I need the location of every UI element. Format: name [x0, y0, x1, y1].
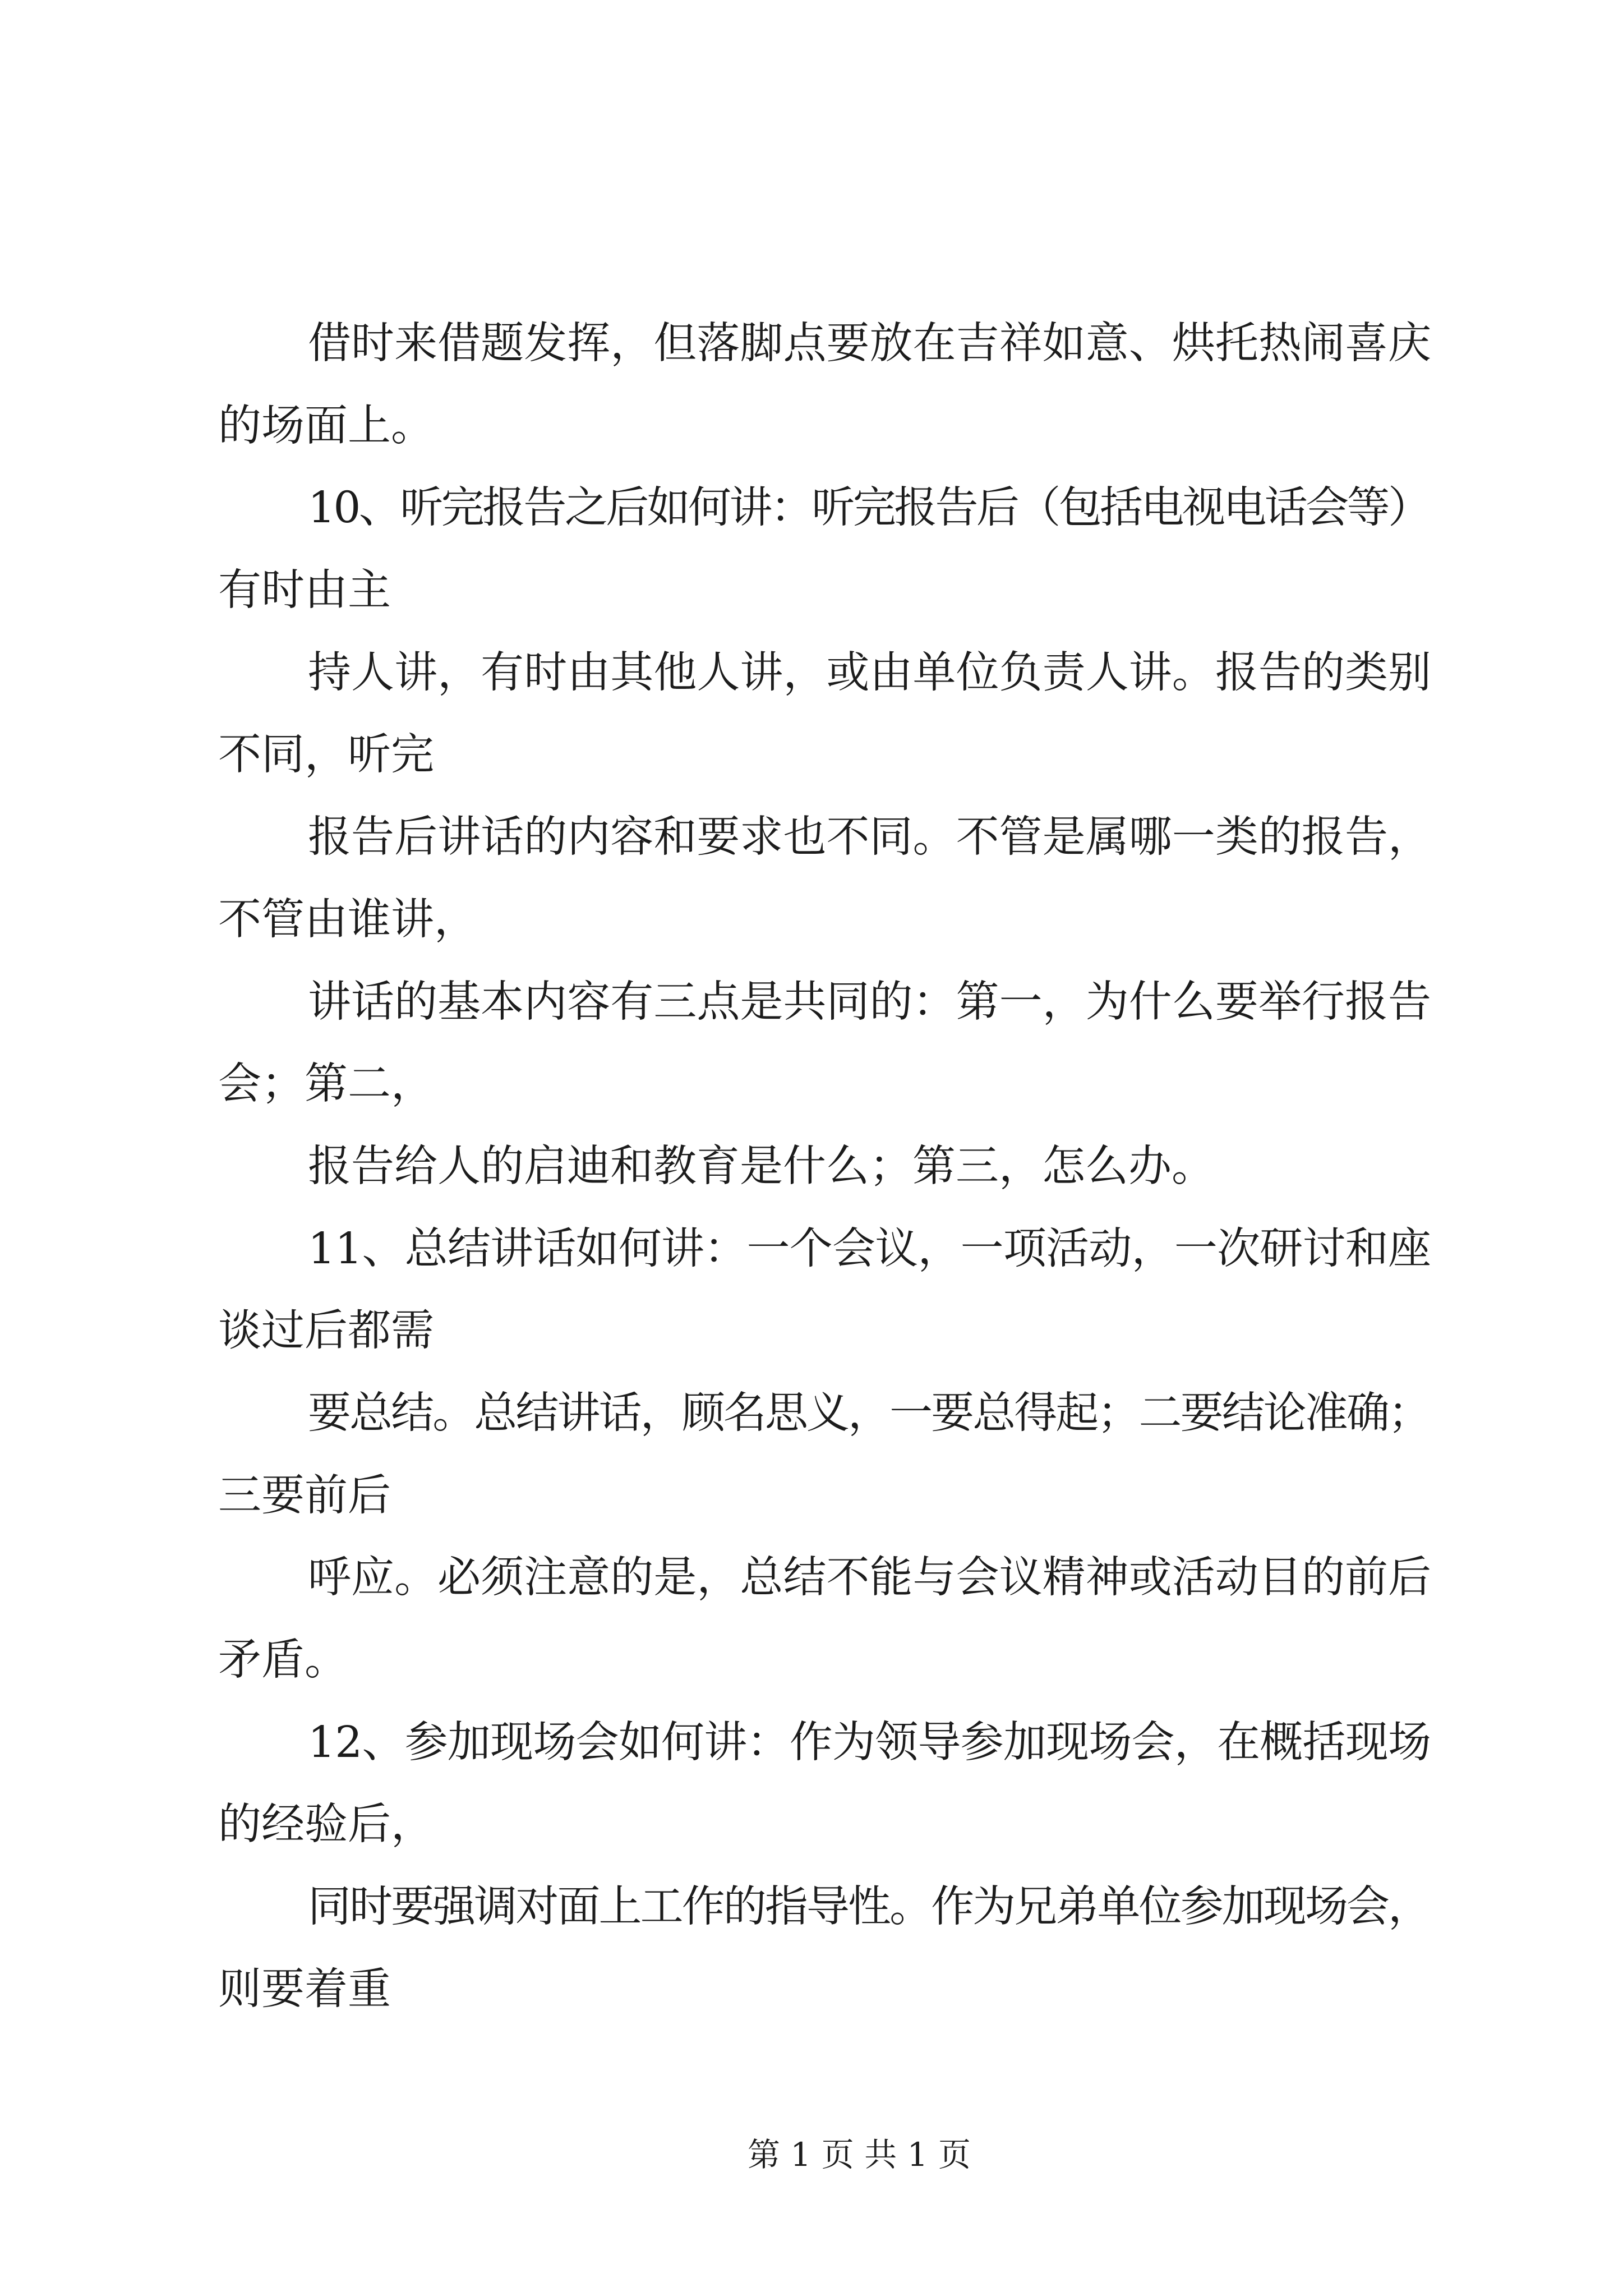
- text-line: [218, 1373, 1431, 1455]
- line-text: 10、听完报告之后如何讲：听完报告后（包括电视电话会等）: [308, 483, 1430, 533]
- text-line: [218, 879, 1431, 961]
- paragraph: [218, 467, 1431, 632]
- paragraph: [218, 1702, 1431, 1866]
- text-line: [218, 1208, 1431, 1291]
- text-line: [218, 1043, 1431, 1126]
- line-text: 讲话的基本内容有三点是共同的：第一，为什么要举行报告: [308, 977, 1432, 1027]
- paragraph: [218, 1537, 1431, 1701]
- paragraph: [218, 961, 1431, 1126]
- text-line: [218, 714, 1431, 797]
- document-body: [218, 303, 1431, 2031]
- paragraph: [218, 1208, 1431, 1373]
- page-footer: [0, 2135, 1623, 2174]
- paragraph: [218, 1126, 1431, 1208]
- line-text: 借时来借题发挥，但落脚点要放在吉祥如意、烘托热闹喜庆: [308, 319, 1432, 369]
- text-line: [218, 1949, 1431, 2031]
- paragraph: [218, 1373, 1431, 1537]
- text-line: [218, 467, 1431, 550]
- line-text: 有时由主: [218, 565, 391, 616]
- text-line: [218, 1537, 1431, 1619]
- line-text: 报告后讲话的内容和要求也不同。不管是属哪一类的报告，: [308, 812, 1432, 863]
- line-text: 持人讲，有时由其他人讲，或由单位负责人讲。报告的类别: [308, 647, 1432, 698]
- line-text: 不管由谁讲，: [218, 894, 477, 945]
- line-text: 不同，听完: [218, 730, 434, 780]
- text-line: [218, 1619, 1431, 1702]
- line-text: 要总结。总结讲话，顾名思义，一要总得起；二要结论准确；: [308, 1388, 1430, 1438]
- text-line: [218, 1290, 1431, 1373]
- text-line: [218, 797, 1431, 879]
- paragraph: [218, 632, 1431, 797]
- paragraph: [218, 303, 1431, 467]
- text-line: [218, 632, 1431, 715]
- line-text: 的经验后，: [218, 1800, 434, 1850]
- line-text: 矛盾。: [218, 1635, 348, 1685]
- text-line: [218, 385, 1431, 468]
- line-text: 则要着重: [218, 1964, 391, 2014]
- line-text: 呼应。必须注意的是，总结不能与会议精神或活动目的前后: [308, 1553, 1432, 1603]
- paragraph: [218, 797, 1431, 961]
- text-line: [218, 1455, 1431, 1538]
- line-text: 12、参加现场会如何讲：作为领导参加现场会，在概括现场: [308, 1717, 1431, 1768]
- line-text: 同时要强调对面上工作的指导性。作为兄弟单位参加现场会，: [308, 1882, 1430, 1932]
- page-number-label: 第 1 页 共 1 页: [748, 2136, 971, 2174]
- line-text: 三要前后: [218, 1470, 391, 1521]
- line-text: 的场面上。: [218, 401, 434, 451]
- text-line: [218, 1126, 1431, 1208]
- line-text: 11、总结讲话如何讲：一个会议，一项活动，一次研讨和座: [308, 1223, 1431, 1274]
- text-line: [218, 1784, 1431, 1866]
- line-text: 谈过后都需: [218, 1306, 434, 1356]
- text-line: [218, 961, 1431, 1044]
- line-text: 会；第二，: [218, 1059, 434, 1110]
- paragraph: [218, 1866, 1431, 2031]
- line-text: 报告给人的启迪和教育是什么；第三，怎么办。: [308, 1141, 1215, 1191]
- text-line: [218, 550, 1431, 632]
- text-line: [218, 303, 1431, 385]
- text-line: [218, 1866, 1431, 1949]
- text-line: [218, 1702, 1431, 1784]
